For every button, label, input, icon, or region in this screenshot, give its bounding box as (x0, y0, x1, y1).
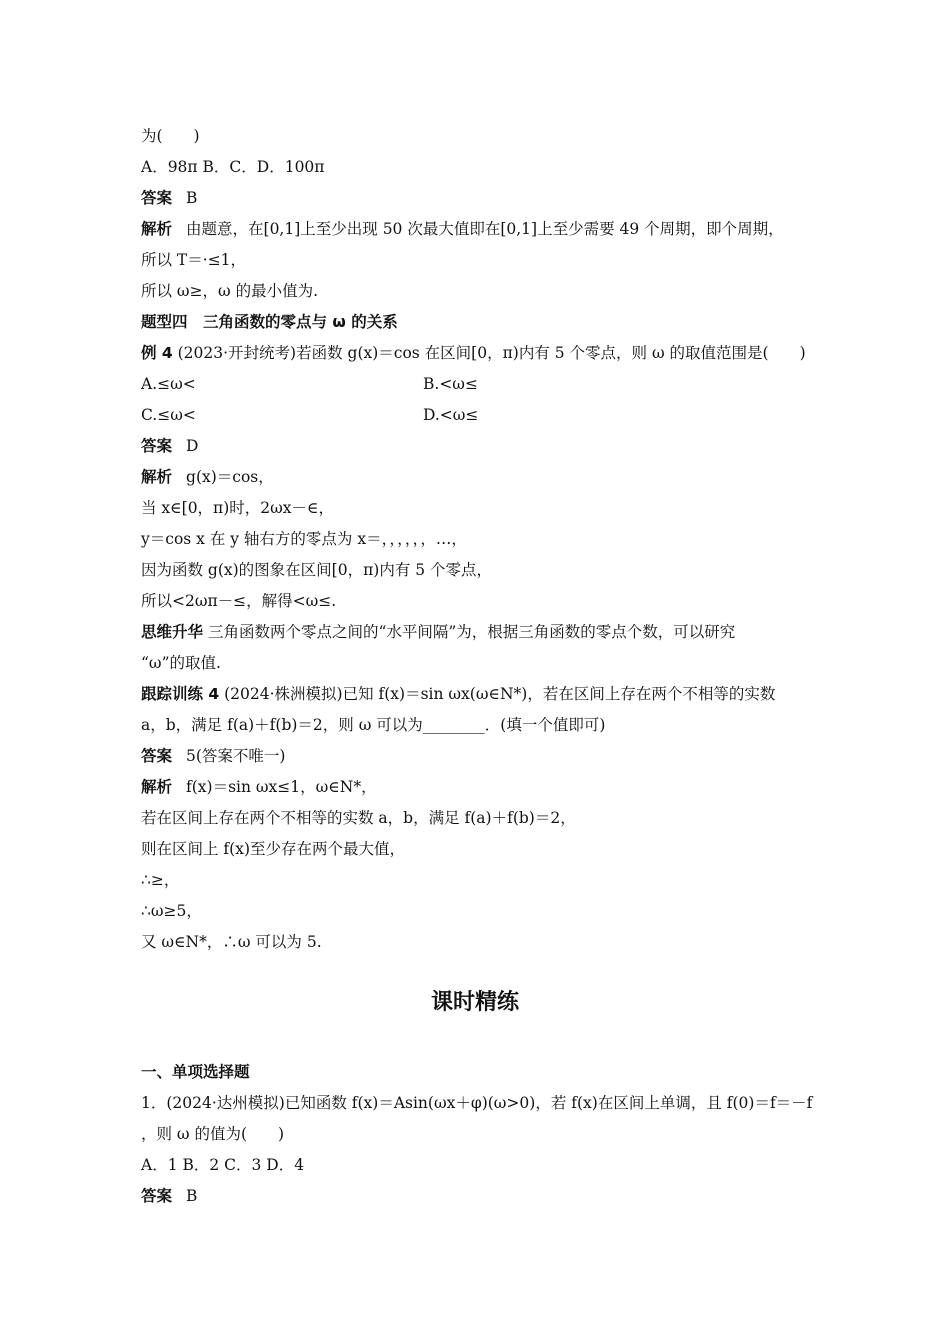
answer-value: D (186, 437, 199, 455)
analysis-line-3 (141, 281, 318, 301)
topic-heading-text: 题型四 三角函数的零点与 ω 的关系 (141, 313, 398, 331)
practice-label: 跟踪训练 4 (141, 685, 220, 703)
analysis-text: 若在区间上存在两个不相等的实数 a，b，满足 f(a)＋f(b)＝2， (141, 809, 576, 827)
question-tail (141, 126, 200, 146)
insight-line-2 (141, 653, 221, 673)
analysis-line-4 (141, 870, 179, 890)
analysis-text: f(x)＝sin ωx≤1，ω∈N*， (186, 778, 377, 796)
choice-d: D.<ω≤ (423, 406, 479, 424)
section-title: 课时精练 (430, 990, 519, 1015)
answer-value: B (186, 189, 198, 207)
analysis-line-2 (141, 498, 334, 518)
example-label: 例 4 (141, 344, 173, 362)
choice-row-1 (141, 374, 841, 394)
topic-heading (141, 312, 398, 332)
analysis-text: 当 x∈[0，π)时，2ωx－∈， (141, 499, 335, 517)
choice-b: B.<ω≤ (423, 375, 478, 393)
insight-text: 三角函数两个零点之间的“水平间隔”为，根据三角函数的零点个数，可以研究 (207, 623, 736, 641)
analysis-text: ∴≥， (141, 871, 180, 889)
analysis-line-2 (141, 808, 576, 828)
analysis-text: y＝cos x 在 y 轴右方的零点为 x＝，，，，，，…， (141, 530, 467, 548)
exercise-options (141, 1155, 304, 1175)
answer-value: 5(答案不唯一) (186, 747, 286, 765)
insight-label: 思维升华 (141, 623, 204, 641)
answer-line (141, 436, 198, 456)
answer-line (141, 188, 197, 208)
answer-label: 答案 (141, 747, 173, 765)
example-text: (2023·开封统考)若函数 g(x)＝cos 在区间[0，π)内有 5 个零点，则 ω 的取值范围是( ) (177, 344, 806, 362)
question-options (141, 157, 324, 177)
analysis-line-5 (141, 591, 336, 611)
analysis-text: 因为函数 g(x)的图象在区间[0，π)内有 5 个零点， (141, 561, 493, 579)
analysis-line-3 (141, 529, 467, 549)
analysis-line (141, 467, 274, 487)
analysis-label: 解析 (141, 778, 173, 796)
options-text: A．1 B．2 C．3 D．4 (141, 1156, 305, 1174)
subsection-heading-text: 一、单项选择题 (141, 1063, 250, 1081)
analysis-line (141, 777, 377, 797)
analysis-text: 则在区间上 f(x)至少存在两个最大值， (141, 840, 406, 858)
analysis-line-5 (141, 901, 202, 921)
practice-text: (2024·株洲模拟)已知 f(x)＝sin ωx(ω∈N*)，若在区间上存在两个不相等的实数 (224, 685, 776, 703)
analysis-text: ∴ω≥5， (141, 902, 202, 920)
analysis-text: g(x)＝cos， (186, 468, 274, 486)
subsection-heading (141, 1062, 250, 1082)
analysis-text: 又 ω∈N*，∴ω 可以为 5. (141, 933, 322, 951)
answer-label: 答案 (141, 1187, 173, 1205)
insight-text: “ω”的取值. (141, 654, 221, 672)
practice-line-2 (141, 715, 605, 735)
analysis-line-6 (141, 932, 322, 952)
answer-line (141, 746, 285, 766)
analysis-text: 所以 ω≥，ω 的最小值为. (141, 282, 319, 300)
answer-label: 答案 (141, 189, 173, 207)
answer-label: 答案 (141, 437, 173, 455)
analysis-line-3 (141, 839, 405, 859)
options-text: A．98π B．C．D．100π (141, 158, 325, 176)
analysis-text: 所以 T＝·≤1， (141, 251, 247, 269)
answer-value: B (186, 1187, 198, 1205)
practice-text: a，b，满足 f(a)＋f(b)＝2，则 ω 可以为________．(填一个值即可) (141, 716, 606, 734)
analysis-line-4 (141, 560, 492, 580)
example-line (141, 343, 806, 363)
analysis-text: 所以<2ωπ－≤，解得<ω≤. (141, 592, 337, 610)
question-tail-text: 为( ) (141, 127, 200, 145)
analysis-line (141, 219, 784, 239)
exercise-text: 1．(2024·达州模拟)已知函数 f(x)＝Asin(ωx＋φ)(ω>0)，若 f(x)在区间上单调，且 f(0)＝f＝－f (141, 1094, 813, 1112)
answer-line (141, 1186, 197, 1206)
exercise-line-2 (141, 1124, 284, 1144)
analysis-label: 解析 (141, 220, 173, 238)
practice-line (141, 684, 775, 704)
analysis-label: 解析 (141, 468, 173, 486)
choice-c: C.≤ω< (141, 406, 196, 424)
choice-a: A.≤ω< (141, 375, 196, 393)
analysis-line-2 (141, 250, 246, 270)
analysis-text: 由题意，在[0,1]上至少出现 50 次最大值即在[0,1]上至少需要 49 个周期，即个周期， (186, 220, 784, 238)
choice-row-2 (141, 405, 841, 425)
insight-line (141, 622, 735, 642)
exercise-text: ，则 ω 的值为( ) (141, 1125, 285, 1143)
exercise-line (141, 1093, 812, 1113)
